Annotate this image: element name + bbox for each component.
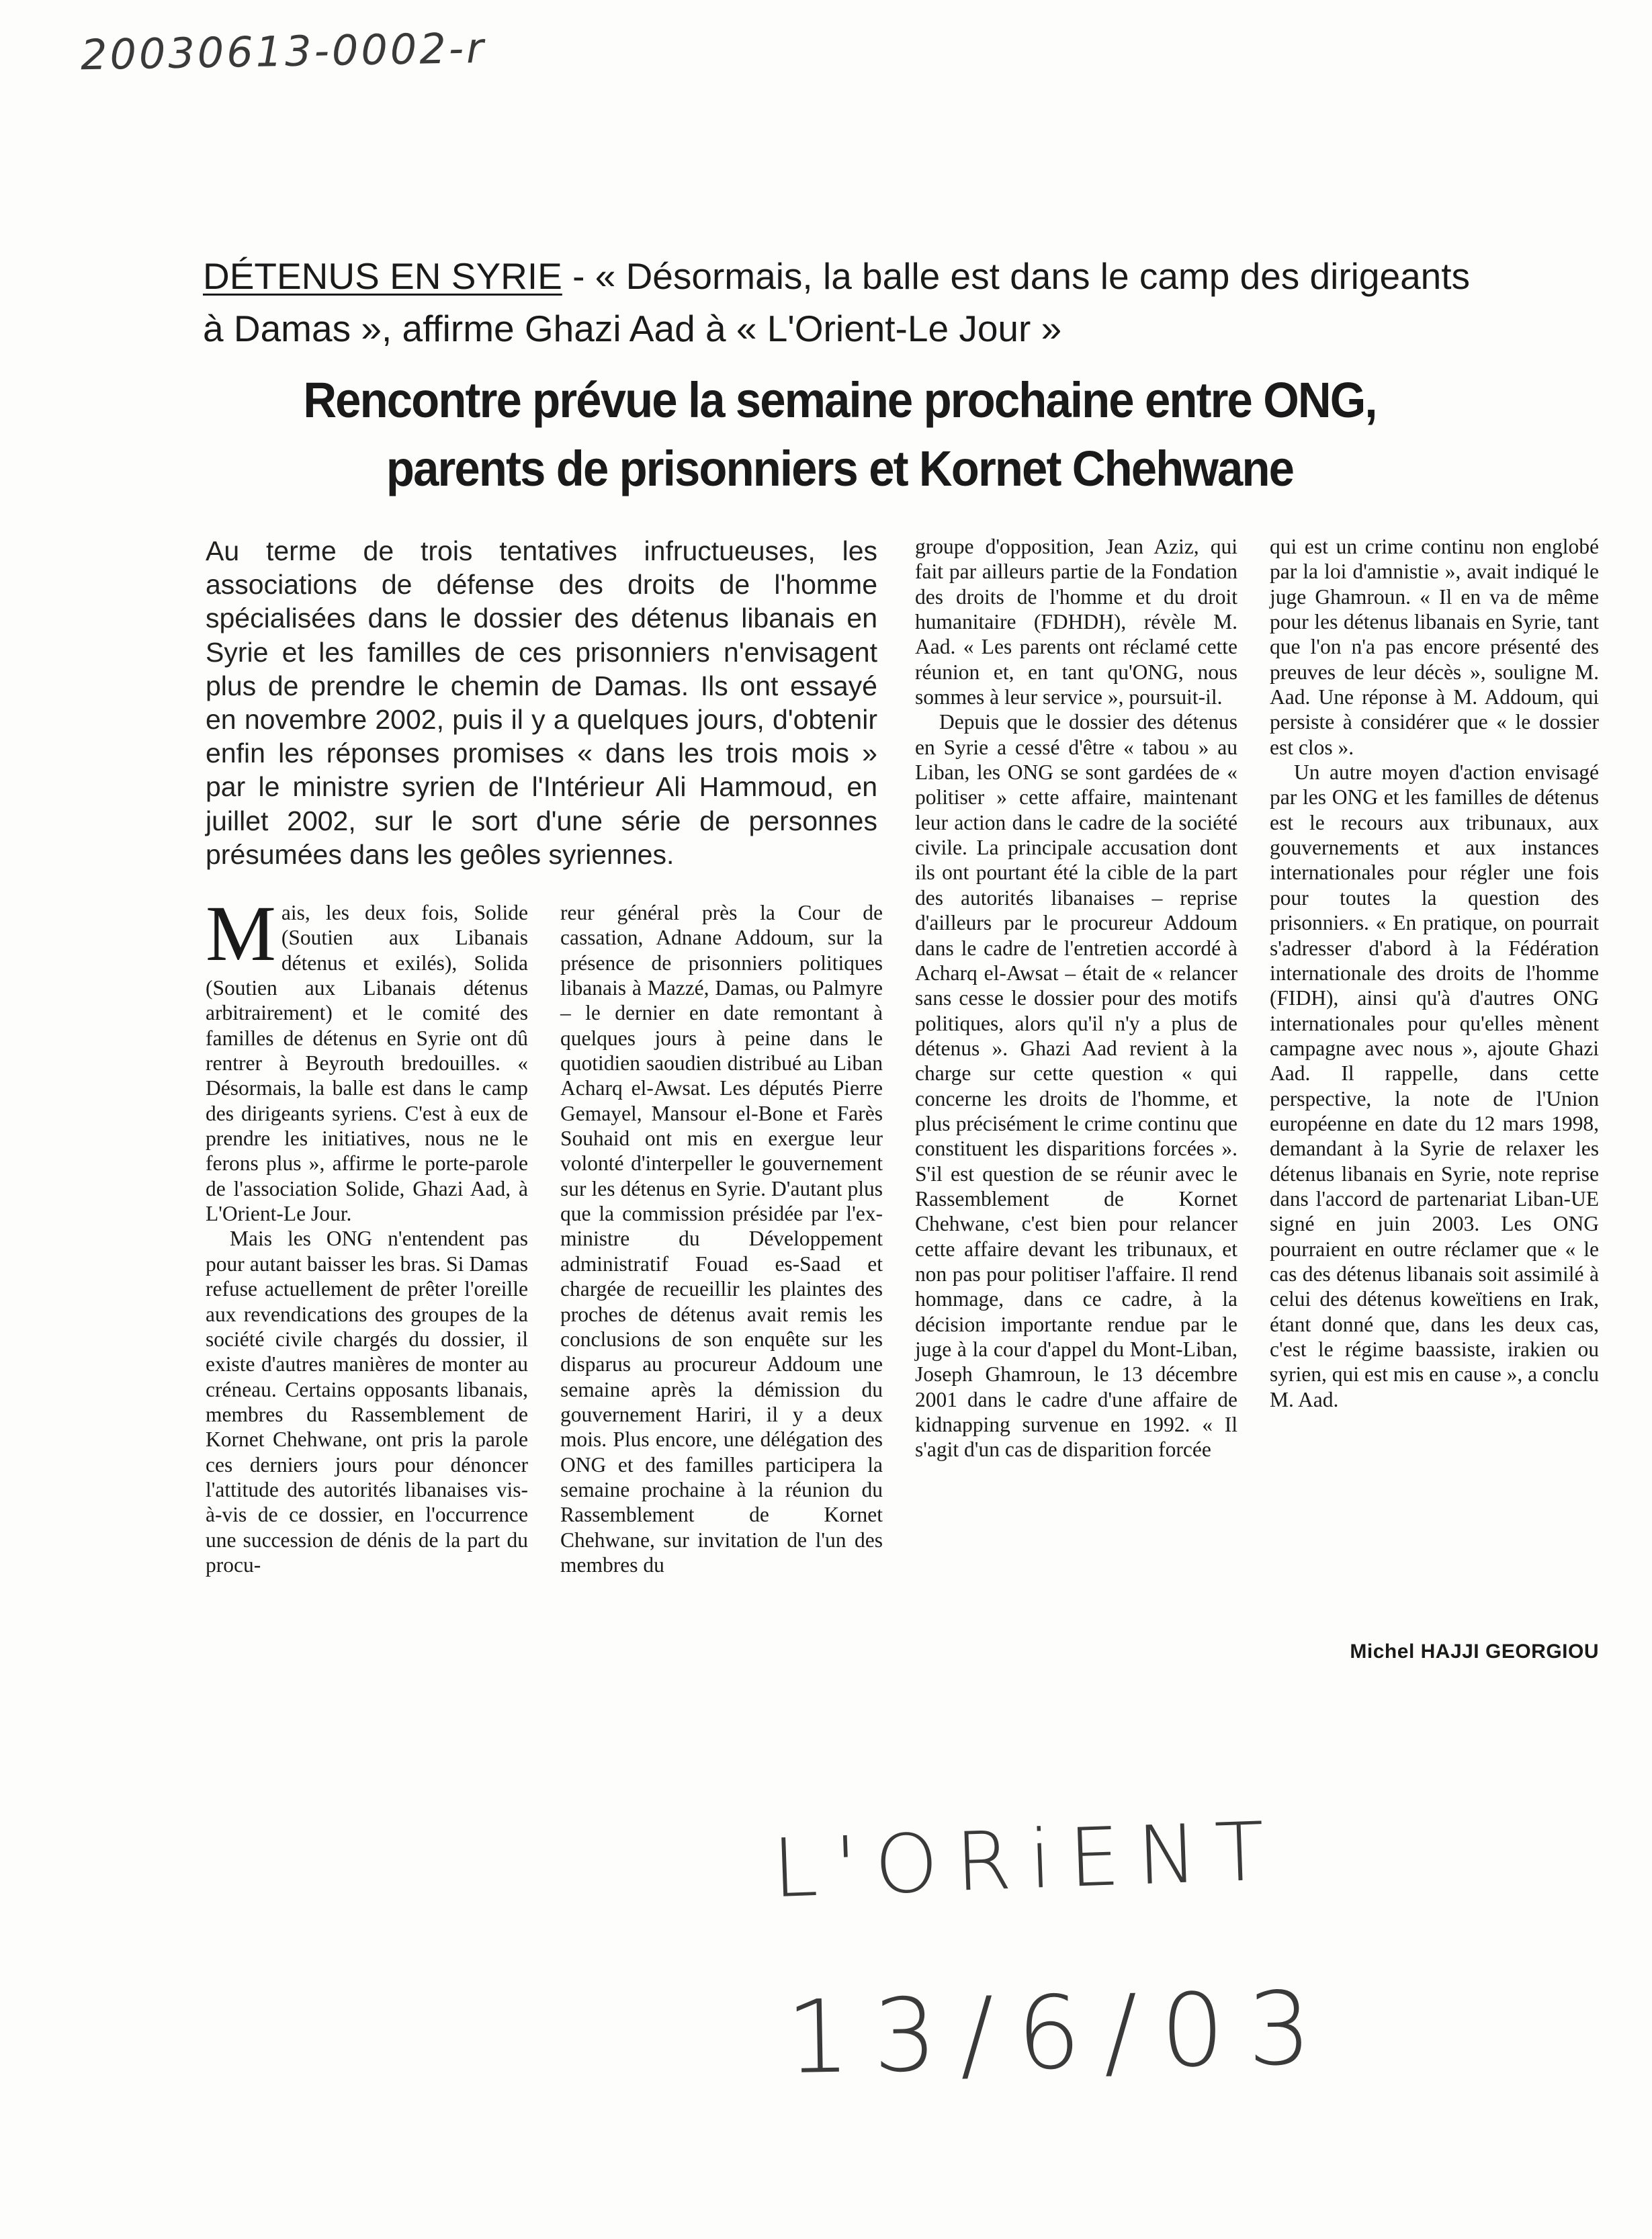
column-3 <box>915 534 1237 1462</box>
column-4 <box>1270 534 1599 1412</box>
headline-line-1: Rencontre prévue la semaine prochaine entre ONG, <box>303 372 1377 428</box>
column-1 <box>206 889 528 1577</box>
rubric-label: DÉTENUS EN SYRIE <box>203 255 562 297</box>
article-lead: Au terme de trois tentatives infructueuses, les associations de défense des droits de l'homme spécialisées dans le dossier des détenus libanais en Syrie et les familles de ces prisonniers n'envisagent plus de prendre le chemin de Damas. Ils ont essayé en novembre 2002, puis il y a quelques jours, d'obtenir enfin les réponses promises « dans les trois mois » par le ministre syrien de l'Intérieur Ali Hammoud, en juillet 2002, sur le sort d'une série de personnes présumées dans les geôles syriennes. <box>206 535 877 870</box>
paragraph <box>206 889 528 1226</box>
handwritten-reference: 20030613-0002-r <box>80 23 487 80</box>
kicker-text: - « Désormais, la balle est dans le camp des dirigeants à Damas », affirme Ghazi Aad à « L'Orient-Le Jour » <box>203 255 1471 349</box>
paragraph: qui est un crime continu non englobé par la loi d'amnistie », avait indiqué le juge Ghamroun. « Il en va de même pour les détenus libanais en Syrie, tant que l'on n'a pas encore présenté des preuves de leur décès », souligne M. Aad. Une réponse à M. Addoum, qui persiste à considérer que « le dossier est clos ». <box>1270 535 1599 759</box>
handwritten-date: 13/6/03 <box>785 1970 1336 2097</box>
article-headline <box>247 366 1434 503</box>
paragraph: Depuis que le dossier des détenus en Syrie a cessé d'être « tabou » au Liban, les ONG se sont gardées de « politiser » cette affaire, maintenant leur action dans le cadre de la société civile. La principale accusation dont ils ont pourtant été la cible de la part des autorités libanaises – reprise d'ailleurs par le procureur Addoum dans le cadre de l'entretien accordé à Acharq el-Awsat – était de « relancer sans cesse le dossier pour des motifs politiques, alors qu'il n'y a plus de détenus ». Ghazi Aad revient à la charge sur cette question « qui concerne les droits de l'homme, et plus précisément le crime continu que constituent les disparitions forcées ». S'il est question de se réunir avec le Rassemblement de Kornet Chehwane, c'est bien pour relancer cette affaire devant les tribunaux, et non pas pour politiser l'affaire. Il rend hommage, dans ce cadre, à la décision importante rendue par le juge à la cour d'appel du Mont-Liban, Joseph Ghamroun, le 13 décembre 2001 dans le cadre d'une affaire de kidnapping survenue en 1992. « Il s'agit d'un cas de disparition forcée <box>915 710 1237 1462</box>
headline-line-2: parents de prisonniers et Kornet Chehwane <box>386 441 1294 496</box>
paragraph: Un autre moyen d'action envisagé par les ONG et les familles de détenus est le recours aux tribunaux, aux gouvernements et aux instances internationales pour régler une fois pour toutes la question des prisonniers. « En pratique, on pourrait s'adresser d'abord à la Fédération internationale des droits de l'homme (FIDH), ainsi qu'à d'autres ONG internationales pour qu'elles mènent campagne avec nous », ajoute Ghazi Aad. Il rappelle, dans cette perspective, la note de l'Union européenne en date du 12 mars 1998, demandant à la Syrie de relaxer les détenus libanais en Syrie, note reprise dans l'accord de partenariat Liban-UE signé en juin 2003. Les ONG pourraient en outre réclamer que « le cas des détenus libanais soit assimilé à celui des détenus koweïtiens en Irak, étant donné que, dans les deux cas, c'est le régime baassiste, irakien ou syrien, qui est mis en cause », a conclu M. Aad. <box>1270 760 1599 1411</box>
column-2 <box>560 900 883 1577</box>
paragraph: Mais les ONG n'entendent pas pour autant baisser les bras. Si Damas refuse actuellement de prêter l'oreille aux revendications des groupes de la société civile chargés du dossier, il existe d'autres manières de monter au créneau. Certains opposants libanais, membres du Rassemblement de Kornet Chehwane, ont pris la parole ces derniers jours pour dénoncer l'attitude des autorités libanaises vis-à-vis de ce dossier, en l'occurrence une succession de dénis de la part du procu- <box>206 1227 528 1577</box>
paragraph-text: ais, les deux fois, Solide (Soutien aux Libanais détenus et exilés), Solida (Soutien aux Libanais détenus arbitrairement) et le comité des familles de détenus en Syrie ont dû rentrer à Beyrouth bredouilles. « Désormais, la balle est dans le camp des dirigeants syriens. C'est à eux de prendre les initiatives, nous ne le ferons plus », affirme le porte-parole de l'association Solide, Ghazi Aad, à L'Orient-Le Jour. <box>206 901 528 1226</box>
handwritten-newspaper-name: L'ORiENT <box>771 1804 1284 1917</box>
author-byline: Michel HAJJI GEORGIOU <box>1350 1640 1599 1663</box>
drop-cap: M <box>206 889 276 977</box>
paragraph: groupe d'opposition, Jean Aziz, qui fait par ailleurs partie de la Fondation des droits de l'homme et du droit humanitaire (FDHDH), révèle M. Aad. « Les parents ont réclamé cette réunion et, en tant qu'ONG, nous sommes à leur service », poursuit-il. <box>915 535 1237 709</box>
paragraph: reur général près la Cour de cassation, Adnane Addoum, sur la présence de prisonniers politiques libanais à Mazzé, Damas, ou Palmyre – le dernier en date remontant à quelques jours à peine dans le quotidien saoudien distribué au Liban Acharq el-Awsat. Les députés Pierre Gemayel, Mansour el-Bone et Farès Souhaid ont mis en exergue leur volonté d'interpeller le gouvernement sur les détenus en Syrie. D'autant plus que la commission présidée par l'ex-ministre du Développement administratif Fouad es-Saad et chargée de recueillir les plaintes des proches de détenus avait remis les conclusions de son enquête sur les disparus au procureur Addoum une semaine après la démission du gouvernement Hariri, il y a deux mois. Plus encore, une délégation des ONG et des familles participera la semaine prochaine à la réunion du Rassemblement de Kornet Chehwane, sur invitation de l'un des membres du <box>560 901 883 1577</box>
article-kicker <box>203 250 1479 355</box>
